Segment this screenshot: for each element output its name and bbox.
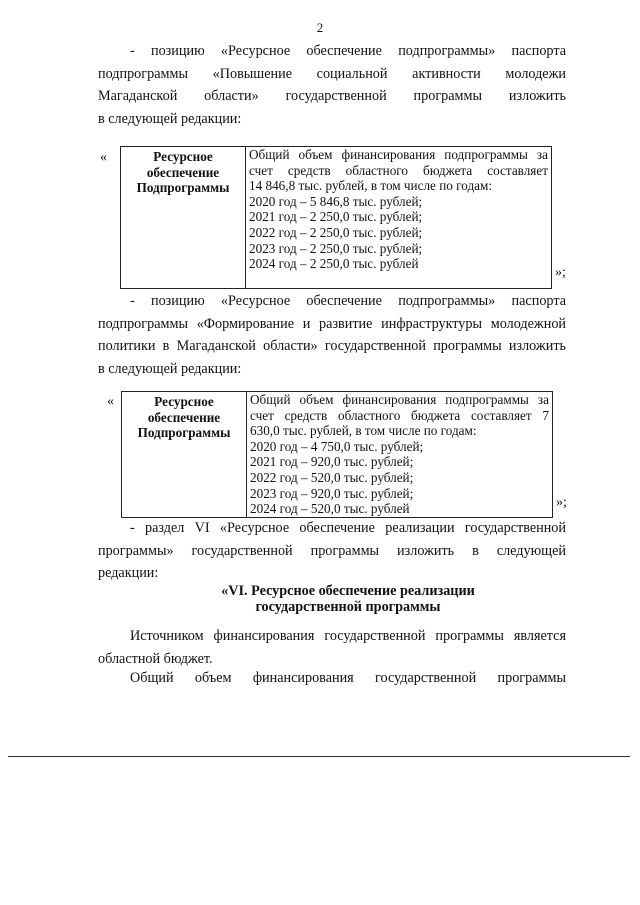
table-2-line: Общий объем финансирования подпрограммы за (250, 392, 549, 407)
table-1-line: счет средств областного бюджета составляет (249, 162, 548, 178)
table-2-line: 2020 год – 4 750,0 тыс. рублей; (250, 438, 424, 454)
table-1-label-cell (121, 147, 246, 289)
table-2 (121, 391, 553, 518)
table-2-line: 2024 год – 520,0 тыс. рублей (250, 501, 410, 517)
table-1-line: 2022 год – 2 250,0 тыс. рублей; (249, 224, 423, 240)
paragraph-4 (98, 625, 566, 670)
paragraph-1 (98, 40, 566, 130)
paragraph-2-line: подпрограммы «Формирование и развитие инфраструктуры молодежной (98, 315, 566, 332)
paragraph-2-line: в следующей редакции: (98, 360, 242, 377)
table-1-line: 2024 год – 2 250,0 тыс. рублей (249, 256, 419, 272)
table-1-close-quote: »; (555, 265, 566, 280)
table-1 (120, 146, 552, 289)
table-2-line: счет средств областного бюджета составляет 7 (250, 407, 549, 423)
table-2-line: 2022 год – 520,0 тыс. рублей; (250, 469, 414, 485)
paragraph-1-line: - позицию «Ресурсное обеспечение подпрограммы» паспорта (130, 43, 566, 59)
paragraph-3-line: программы» государственной программы изложить в следующей (98, 542, 566, 559)
table-1-label: Ресурсное обеспечение Подпрограммы (136, 149, 230, 196)
table-1-open-quote: « (100, 150, 107, 165)
paragraph-1-line: в следующей редакции: (98, 110, 242, 127)
table-2-label: Ресурсное обеспечение Подпрограммы (137, 394, 231, 441)
section-title-line: государственной программы (255, 599, 441, 615)
paragraph-4-line: областной бюджет. (98, 650, 213, 667)
table-1-line: Общий объем финансирования подпрограммы за (249, 147, 548, 162)
paragraph-3-line: - раздел VI «Ресурсное обеспечение реализации государственной (130, 520, 566, 536)
table-2-line: 2021 год – 920,0 тыс. рублей; (250, 454, 414, 470)
table-2-line: 630,0 тыс. рублей, в том числе по годам: (250, 423, 477, 439)
paragraph-1-line: Магаданской области» государственной программы изложить (98, 88, 566, 104)
paragraph-3 (98, 517, 566, 585)
paragraph-2 (98, 290, 566, 380)
table-1-content-cell (246, 147, 552, 289)
table-2-open-quote: « (107, 394, 114, 409)
page-number: 2 (316, 20, 324, 35)
section-title-line: «VI. Ресурсное обеспечение реализации (221, 583, 475, 599)
table-2-label-cell (122, 392, 247, 518)
table-2-close-quote: »; (556, 495, 567, 510)
table-2-content-cell (247, 392, 553, 518)
paragraph-5-line: Общий объем финансирования государственной программы (130, 670, 566, 686)
table-1-line: 2023 год – 2 250,0 тыс. рублей; (249, 240, 423, 256)
table-1-line: 2020 год – 5 846,8 тыс. рублей; (249, 193, 423, 209)
footer-divider (8, 756, 630, 757)
paragraph-3-line: редакции: (98, 565, 159, 581)
paragraph-2-line: - позицию «Ресурсное обеспечение подпрограммы» паспорта (130, 293, 566, 309)
table-2-line: 2023 год – 920,0 тыс. рублей; (250, 485, 414, 501)
paragraph-2-line: политики в Магаданской области» государственной программы изложить (98, 338, 566, 354)
paragraph-4-line: Источником финансирования государственной программы является (130, 628, 566, 644)
paragraph-5 (98, 667, 566, 690)
table-1-line: 14 846,8 тыс. рублей, в том числе по годам: (249, 178, 493, 194)
table-1-line: 2021 год – 2 250,0 тыс. рублей; (249, 209, 423, 225)
section-title (98, 583, 598, 615)
table-1-spacer (246, 272, 551, 288)
paragraph-1-line: подпрограммы «Повышение социальной активности молодежи (98, 65, 566, 82)
